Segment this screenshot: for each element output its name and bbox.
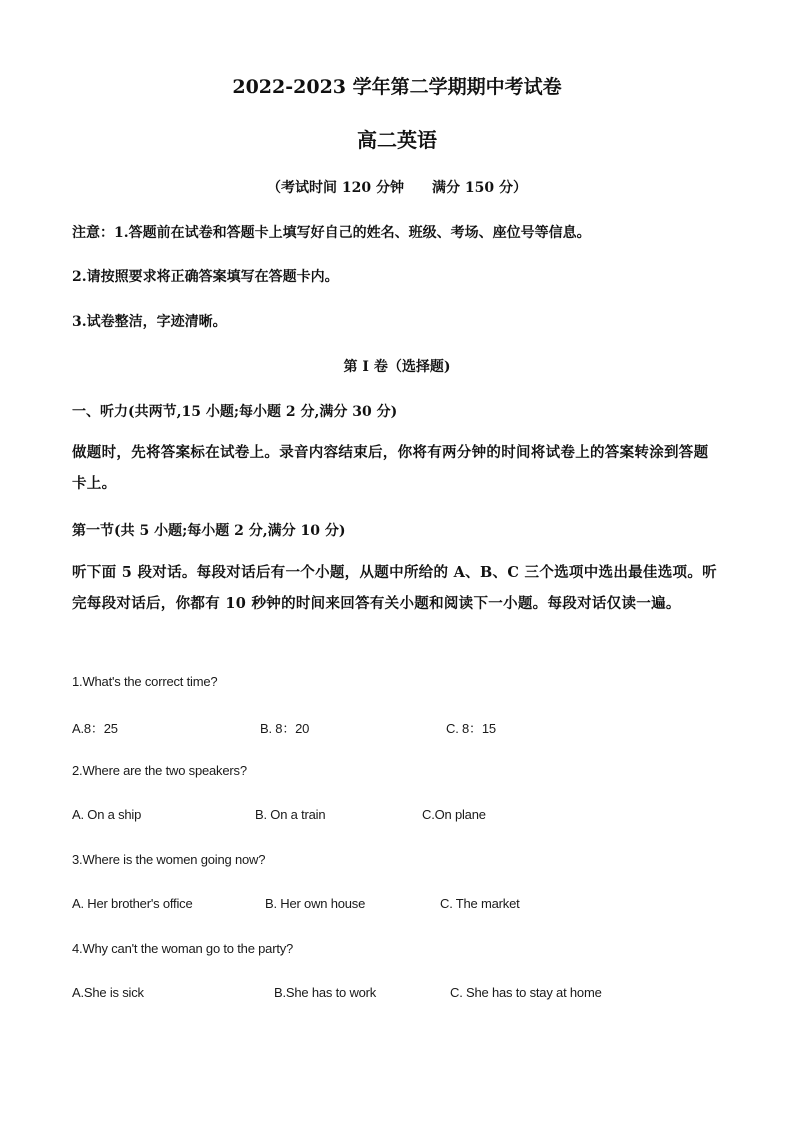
question-4-option-a: A.She is sick: [72, 985, 144, 1000]
question-2-stem: 2.Where are the two speakers?: [72, 763, 247, 778]
question-2-option-b: B. On a train: [255, 807, 326, 822]
question-2-option-a: A. On a ship: [72, 807, 142, 822]
section-one-header: 第一节(共 5 小题;每小题 2 分,满分 10 分): [72, 523, 346, 539]
question-4-stem: 4.Why can't the woman go to the party?: [72, 941, 294, 956]
question-3-stem: 3.Where is the women going now?: [72, 852, 266, 867]
listening-header: 一、听力(共两节,15 小题;每小题 2 分,满分 30 分): [72, 404, 398, 420]
question-2-option-c: C.On plane: [422, 807, 486, 822]
question-1-option-b: B. 8：20: [260, 721, 310, 736]
question-1-stem: 1.What's the correct time?: [72, 674, 218, 689]
part-one-title: 第 I 卷（选择题): [343, 359, 451, 375]
question-4-option-b: B.She has to work: [274, 985, 377, 1000]
section-one-instructions: 听下面 5 段对话。每段对话后有一个小题，从题中所给的 A、B、C 三个选项中选出最佳选项。听完每段对话后，你都有 10 秒钟的时间来回答有关小题和阅读下一小题。每段对话仅读一遍。: [72, 564, 717, 612]
exam-title: 2022-2023 学年第二学期期中考试卷: [232, 76, 562, 98]
listening-instructions: 做题时，先将答案标在试卷上。录音内容结束后，你将有两分钟的时间将试卷上的答案转涂到答题卡上。: [72, 444, 709, 492]
exam-subject: 高二英语: [357, 128, 437, 152]
note-line-1: 注意：1.答题前在试卷和答题卡上填写好自己的姓名、班级、考场、座位号等信息。: [72, 225, 591, 241]
question-1-option-a: A.8：25: [72, 721, 118, 736]
question-1-option-c: C. 8：15: [446, 721, 496, 736]
note-line-3: 3.试卷整洁，字迹清晰。: [72, 314, 227, 330]
exam-time-info: （考试时间 120 分钟 满分 150 分）: [267, 180, 527, 196]
question-3-option-a: A. Her brother's office: [72, 896, 193, 911]
question-3-option-b: B. Her own house: [265, 896, 366, 911]
question-4-option-c: C. She has to stay at home: [450, 985, 602, 1000]
question-3-option-c: C. The market: [440, 896, 520, 911]
note-line-2: 2.请按照要求将正确答案填写在答题卡内。: [72, 269, 339, 285]
